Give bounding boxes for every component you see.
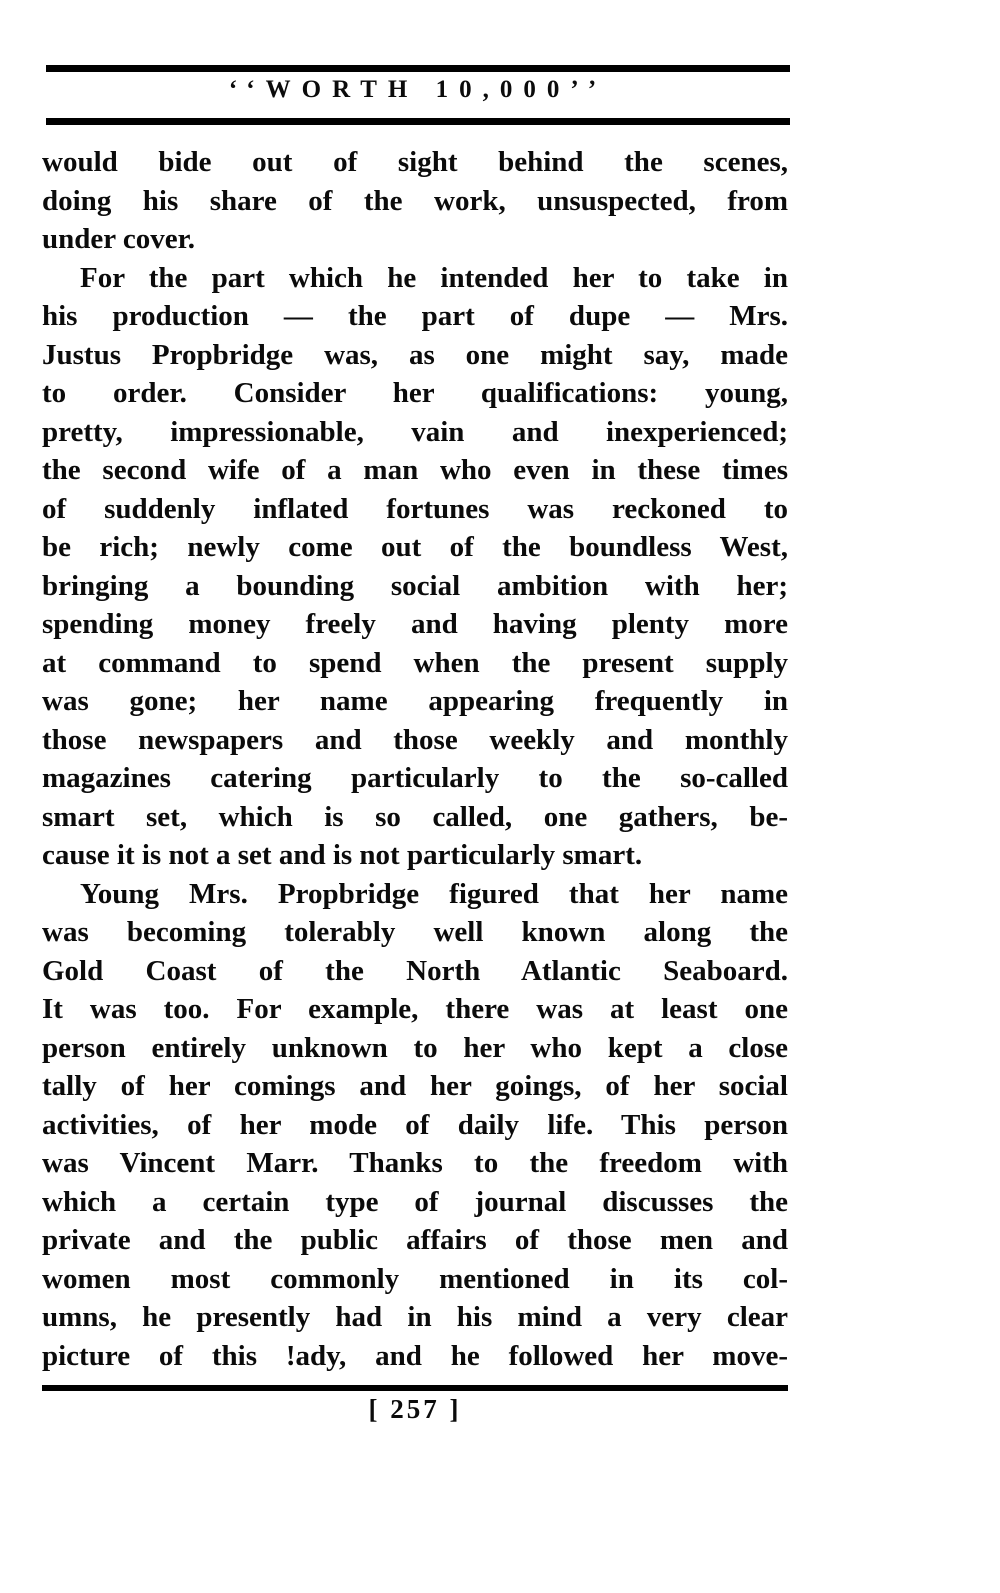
text-line: private and the public affairs of those men and	[42, 1224, 788, 1256]
page-number: [ 257 ]	[368, 1394, 462, 1424]
text-line: Young Mrs. Propbridge figured that her name	[80, 877, 788, 910]
text-line: to order. Consider her qualifications: young,	[42, 377, 788, 409]
text-line: spending money freely and having plenty more	[42, 608, 788, 640]
header-rule-bottom	[46, 118, 790, 125]
text-line: activities, of her mode of daily life. This person	[42, 1108, 788, 1141]
text-line: under cover.	[42, 223, 196, 255]
text-line: cause it is not a set and is not particularly smart.	[42, 839, 643, 871]
text-line: tally of her comings and her goings, of her social	[42, 1070, 788, 1102]
text-line: the second wife of a man who even in these times	[42, 454, 788, 486]
header-rule-top	[46, 65, 790, 72]
text-line: doing his share of the work, unsuspected, from	[42, 184, 788, 217]
body-text	[42, 143, 788, 1375]
text-line: picture of this !ady, and he followed her move-	[42, 1339, 788, 1372]
text-line: For the part which he intended her to take in	[80, 261, 788, 294]
text-line: of suddenly inflated fortunes was reckoned to	[42, 492, 788, 525]
text-line: be rich; newly come out of the boundless West,	[42, 531, 788, 563]
text-line: was Vincent Marr. Thanks to the freedom with	[42, 1147, 788, 1179]
text-line: was gone; her name appearing frequently in	[42, 685, 788, 717]
text-line: his production — the part of dupe — Mrs.	[42, 300, 788, 332]
text-line: It was too. For example, there was at least one	[42, 993, 788, 1025]
text-line: Justus Propbridge was, as one might say, made	[42, 338, 788, 371]
text-line: pretty, impressionable, vain and inexperienced;	[42, 415, 788, 448]
text-line: bringing a bounding social ambition with her;	[42, 569, 788, 602]
text-line: those newspapers and those weekly and monthly	[42, 723, 788, 756]
text-line: magazines catering particularly to the so-called	[42, 762, 788, 794]
text-line: which a certain type of journal discusses the	[42, 1185, 788, 1218]
text-line: women most commonly mentioned in its col-	[42, 1262, 788, 1295]
text-line: smart set, which is so called, one gathers, be-	[42, 800, 788, 833]
running-header-title: ‘‘WORTH 10,000’’	[228, 76, 608, 103]
text-line: was becoming tolerably well known along the	[42, 916, 788, 948]
text-line: Gold Coast of the North Atlantic Seaboard.	[42, 954, 788, 987]
text-line: would bide out of sight behind the scenes,	[42, 146, 788, 178]
footer-rule	[42, 1385, 788, 1391]
text-line: at command to spend when the present supply	[42, 646, 788, 679]
text-line: person entirely unknown to her who kept a close	[42, 1031, 788, 1064]
text-line: umns, he presently had in his mind a very clear	[42, 1301, 788, 1333]
